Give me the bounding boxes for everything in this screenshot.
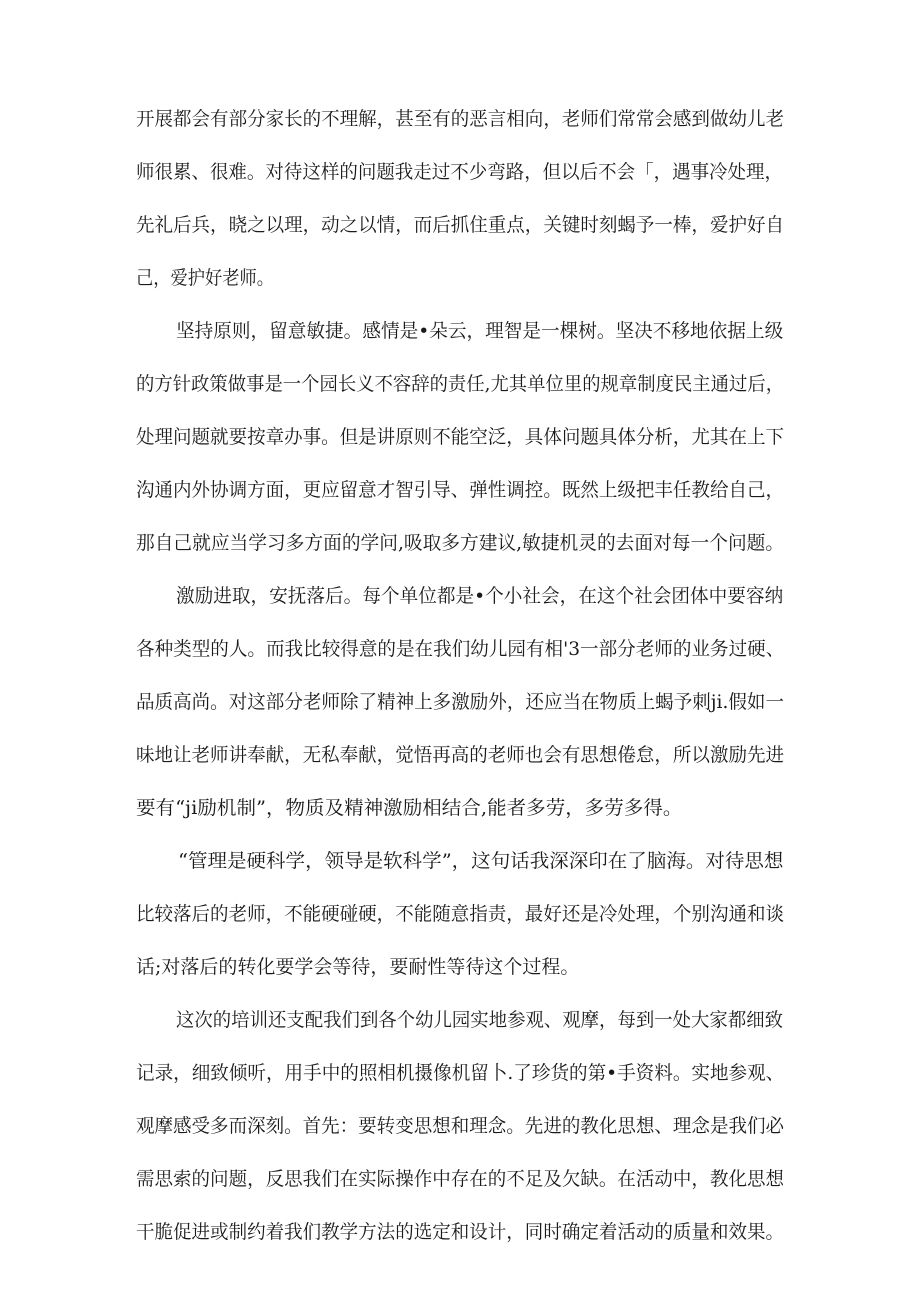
paragraph-1-line-1: 开展都会有部分家长的不理解，甚至有的恶言相向，老师们常常会感到做幼儿老 [136, 108, 785, 130]
paragraph-4-line-2: 比较落后的老师，不能硬碰硬，不能随意指责，最好还是冷处理，个别沟通和谈 [136, 903, 785, 925]
paragraph-2-line-4: 沟通内外协调方面，更应留意才智引导、弹性调控。既然上级把丰任教给自己， [136, 479, 785, 501]
paragraph-2-line-1: 坚持原则，留意敏捷。感情是•朵云，理智是一棵树。坚决不移地依据上级 [176, 320, 784, 342]
paragraph-3-line-4: 味地让老师讲奉献，无私奉献，觉悟再高的老师也会有思想倦怠，所以激励先进 [136, 744, 785, 766]
paragraph-5-line-5: 干脆促进或制约着我们教学方法的选定和设计，同时确定着活动的质量和效果。 [136, 1221, 785, 1243]
paragraph-5-line-4: 需思索的问题，反思我们在实际操作中存在的不足及欠缺。在活动中，教化思想 [136, 1168, 785, 1190]
paragraph-3-line-5: 要有“ji励机制”，物质及精神激励相结合,能者多劳，多劳多得。 [136, 797, 683, 819]
paragraph-1-line-2: 师很累、很难。对待这样的问题我走过不少弯路，但以后不会「，遇事冷处理， [136, 161, 784, 183]
paragraph-1-line-4: 己，爱护好老师。 [136, 267, 275, 289]
paragraph-5-line-2: 记录，细致倾听，用手中的照相机摄像机留卜.了珍货的第•手资料。实地参观、 [136, 1062, 785, 1084]
paragraph-3-line-3: 品质高尚。对这部分老师除了精神上多激励外，还应当在物质上蝎予刺ji.假如一 [136, 691, 785, 713]
paragraph-5-line-3: 观摩感受多而深刻。首先：要转变思想和理念。先进的教化思想、理念是我们必 [136, 1115, 785, 1137]
paragraph-4-line-1: “管理是硬科学，领导是软科学”，这句话我深深印在了脑海。对待思想 [178, 850, 784, 872]
paragraph-3-line-2: 各种类型的人。而我比较得意的是在我们幼儿园有相'3一部分老师的业务过硬、 [136, 638, 785, 660]
paragraph-1-line-3: 先礼后兵，晓之以理，动之以情，而后抓住重点，关键时刻蝎予一棒，爱护好自 [136, 214, 785, 236]
paragraph-2-line-3: 处理问题就要按章办事。但是讲原则不能空泛，具体问题具体分析，尤其在上下 [136, 426, 785, 448]
paragraph-5-line-1: 这次的培训还支配我们到各个幼儿园实地参观、观摩，每到一处大家都细致 [176, 1009, 784, 1031]
paragraph-4-line-3: 话;对落后的转化要学会等待，要耐性等待这个过程。 [136, 956, 580, 978]
paragraph-3-line-1: 激励进取，安抚落后。每个单位都是•个小社会，在这个社会团体中要容纳 [176, 585, 784, 607]
paragraph-2-line-5: 那自己就应当学习多方面的学问,吸取多方建议,敏捷机灵的去面对每一个问题。 [136, 532, 785, 554]
paragraph-2-line-2: 的方针政策做事是一个园长义不容辞的责任,尤其单位里的规章制度民主通过后， [136, 373, 785, 395]
